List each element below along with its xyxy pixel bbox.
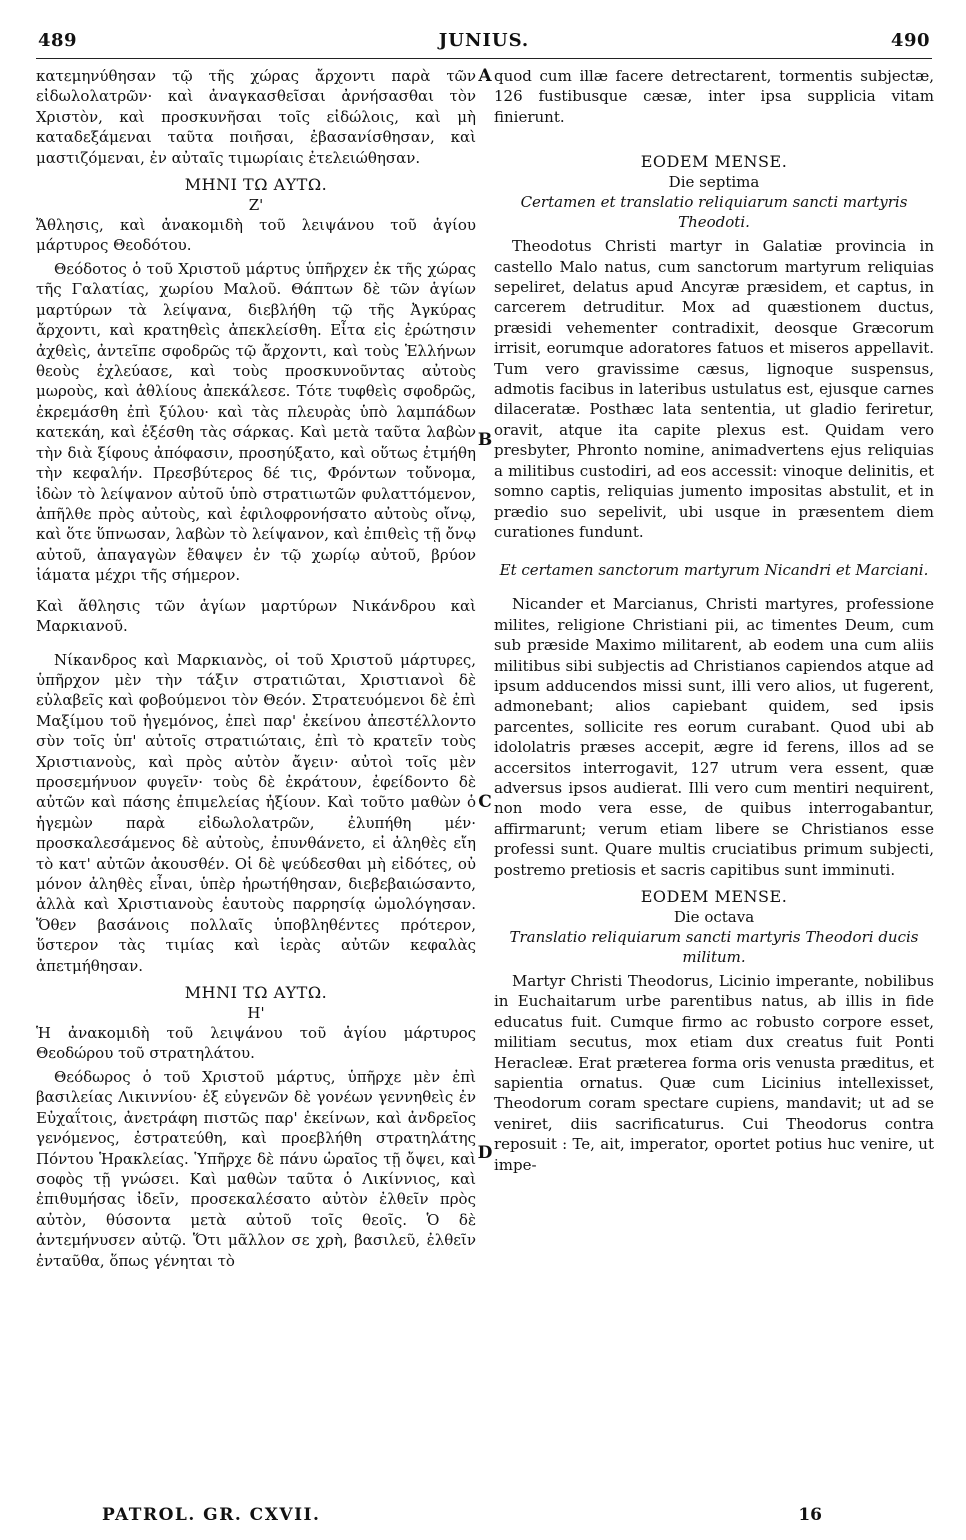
greek-day-number-1: Ζ' (248, 196, 264, 215)
greek-title-nicander: Καὶ ἄθλησις τῶν ἁγίων μαρτύρων Νικάνδρου καὶ Μαρκιανοῦ. (36, 596, 476, 635)
latin-day-label-2: Die octava (673, 908, 755, 926)
greek-month-heading-1: ΜΗΝΙ ΤΩ ΑΥΤΩ. (184, 175, 328, 195)
latin-day-label-1: Die septima (668, 173, 760, 192)
greek-paragraph-theodore: Θεόδωρος ὁ τοῦ Χριστοῦ μάρτυς, ὑπῆρχε μὲν ἐπὶ βασιλείας Λικιννίου· ἐξ εὐγενῶν δὲ γονέων γεννηθεὶς ἐν Εὐχαΐτοις, ἀνετράφη πιστῶς παρ' ἐκείνων, καὶ ἀνδρεῖος γενόμενος, ἐστρατεύθη, καὶ προεβλήθη στρατηλάτης Πόντου Ἡρακλείας. Ὑπῆρχε δὲ πάνυ ὡραῖος τῇ ὄψει, καὶ σοφὸς τῇ γνώσει. Καὶ μαθὼν ταῦτα ὁ Λικίννιος, καὶ ἐπιθυμήσας ἰδεῖν, προσεκαλέσατο αὐτὸν ἐλθεῖν πρὸς αὐτὸν, θύσοντα μετὰ αὐτοῦ τοῖς θεοῖς. Ὁ δὲ ἀντεμήνυσεν αὐτῷ. Ὅτι μᾶλλον σε χρὴ, βασιλεῦ, ἐλθεῖν ἐνταῦθα, ὅπως γένηται τὸ (36, 1068, 476, 1270)
latin-title-nicander: Et certamen sanctorum martyrum Nicandri et Marciani. (499, 561, 929, 580)
greek-title-theodotus: Ἄθλησις, καὶ ἀνακομιδὴ τοῦ λειψάνου τοῦ ἁγίου μάρτυρος Θεοδότου. (36, 216, 476, 255)
margin-letter-a: A (478, 66, 492, 86)
page-footer (36, 1505, 932, 1529)
latin-title-theodore: Translatio reliquiarum sancti martyris Theodori ducis militum. (509, 928, 919, 966)
greek-month-heading-2: ΜΗΝΙ ΤΩ ΑΥΤΩ. (184, 983, 328, 1003)
latin-title-theodotus: Certamen et translatio reliquiarum sancti martyris Theodoti. (520, 193, 908, 232)
footer-signature: 16 (798, 1505, 822, 1525)
page-header (36, 30, 932, 59)
latin-paragraph-theodore: Martyr Christi Theodorus, Licinio imperante, nobilibus in Euchaitarum urbe parentibus natus, ab illis in fide educatus fuit. Cumque firmo ac robusto corpore esset, militiam secutus, mox etiam dux creatus fuit Ponti Heracleæ. Erat præterea forma oris venusta præditus, et sapientia ornatus. Quæ cum Licinius intellexisset, Theodorum coram spectare cupiens, mandavit; ut ad se veniret, diis sacrificaturus. Cui Theodorus contra reposuit : Te, ait, imperator, oportet potius huc venire, ut impe- (494, 972, 934, 1174)
margin-letter-d: D (477, 1143, 493, 1163)
greek-column (36, 66, 476, 1271)
footer-volume: PATROL. GR. CXVII. (102, 1505, 321, 1525)
page-number-right: 490 (890, 30, 930, 51)
greek-title-theodore: Ἡ ἀνακομιδὴ τοῦ λειψάνου τοῦ ἁγίου μάρτυρος Θεοδώρου τοῦ στρατηλάτου. (36, 1024, 476, 1063)
margin-letter-b: B (477, 430, 493, 450)
latin-paragraph-nicander: Nicander et Marcianus, Christi martyres, professione milites, religione Christiani pii, ac timentes Deum, cum sub præside Maximo militarent, ab eodem una cum aliis militibus sibi subjectis ad Christianos capiendos atque ad ipsum adducendos missi sunt, illi vero alios, ut fugerent, admonebant; alios capiebant quidem, sed ipsis parcentes, sollicite res eorum curabant. Quod ubi ab idololatris præses accepit, ægre id ferens, illos ad se accersitos interrogavit, 127 utrum vera essent, quæ adversus ipsos audierat. Illi vero cum mentiri nequirent, non modo vera esse, de quibus interrogabantur, affirmarunt; verum etiam libere se Christianos esse professi sunt. Quare multis cruciatibus primum subjecti, postremo pretiosis et sacris capitibus sunt imminuti. (494, 595, 934, 879)
latin-paragraph-intro: quod cum illæ facere detrectarent, tormentis subjectæ, 126 fustibusque cæsæ, inter ipsa supplicia vitam finierunt. (494, 67, 934, 126)
greek-paragraph-theodotus: Θεόδοτος ὁ τοῦ Χριστοῦ μάρτυς ὑπῆρχεν ἐκ τῆς χώρας τῆς Γαλατίας, χωρίου Μαλοῦ. Θάπτων δὲ τῶν ἁγίων μαρτύρων τὰ λείψανα, διεβλήθη τῷ τῆς Ἀγκύρας ἄρχοντι, καὶ κρατηθεὶς ἀπεκλείσθη. Εἶτα εἰς ἐρώτησιν ἀχθεὶς, ἀντεῖπε σφοδρῶς τῷ ἄρχοντι, καὶ τοὺς Ἑλλήνων θεοὺς ἐχλεύασε, καὶ τοὺς προσκυνοῦντας αὐτοὺς μωροὺς, καὶ ἀθλίους ἀπεκάλεσε. Τότε τυφθεὶς σφοδρῶς, ἐκρεμάσθη ἐπὶ ξύλου· καὶ τὰς πλευρὰς ὑπὸ λαμπάδων κατεκάη, καὶ ἐξέσθη τὰς σάρκας. Καὶ μετὰ ταῦτα λαβὼν τὴν διὰ ξίφους ἀπόφασιν, προσηύξατο, καὶ οὕτως ἐτμήθη τὴν κεφαλήν. Πρεσβύτερος δέ τις, Φρόντων τοὔνομα, ἰδὼν τὸ λείψανον αὐτοῦ ὑπὸ στρατιωτῶν φυλαττόμενον, ἀπῆλθε πρὸς αὐτοὺς, καὶ ἐφιλοφρονήσατο αὐτοὺς οἴνῳ, καὶ ὅτε ὕπνωσαν, λαβὼν τὸ λείψανον, καὶ ἐπιθεὶς τῇ ὄνῳ αὐτοῦ, ἀπαγαγὼν ἔθαψεν ἐν τῷ χωρίῳ αὐτοῦ, βρύον ἰάματα μέχρι τῆς σήμερον. (36, 260, 476, 585)
latin-month-heading-2: EODEM MENSE. (640, 887, 788, 906)
running-title: JUNIUS. (438, 30, 530, 51)
latin-month-heading-1: EODEM MENSE. (640, 152, 788, 172)
greek-day-number-2: Η' (247, 1004, 265, 1023)
greek-paragraph-intro: κατεμηνύθησαν τῷ τῆς χώρας ἄρχοντι παρὰ τῶν εἰδωλολατρῶν· καὶ ἀναγκασθεῖσαι ἀρνήσασθαι τὸν Χριστὸν, καὶ προσκυνῆσαι τοῖς εἰδώλοις, καὶ μὴ καταδεξάμεναι ταῦτα ποιῆσαι, ἐβασανίσθησαν, καὶ μαστιζόμεναι, ἐν αὐταῖς τιμωρίαις ἐτελειώθησαν. (36, 67, 476, 167)
greek-paragraph-nicander: Νίκανδρος καὶ Μαρκιανὸς, οἱ τοῦ Χριστοῦ μάρτυρες, ὑπῆρχον μὲν τὴν τάξιν στρατιῶται, Χριστιανοὶ δὲ εὐλαβεῖς καὶ φοβούμενοι τὸν Θεόν. Στρατευόμενοι δὲ ἐπὶ Μαξίμου τοῦ ἡγεμόνος, ἐπεὶ παρ' ἐκείνου ἀπεστέλλοντο σὺν τοῖς ὑπ' αὐτοῖς στρατιώταις, ἐπὶ τὸ κρατεῖν τοὺς Χριστιανοὺς, καὶ πρὸς αὐτὸν ἄγειν· αὐτοὶ τοῖς μὲν προσεμήνυον φυγεῖν· τοὺς δὲ ἐκράτουν, ἐφείδοντο δὲ αὐτῶν καὶ πάσης ἐπιμελείας ἠξίουν. Καὶ τοῦτο μαθὼν ὁ ἡγεμὼν παρὰ εἰδωλολατρῶν, ἐλυπήθη μέν· προσκαλεσάμενος δὲ αὐτοὺς, ἐπυνθάνετο, εἰ ἀληθὲς εἴη τὸ κατ' αὐτῶν ἀκουσθέν. Οἱ δὲ ψεύδεσθαι μὴ εἰδότες, οὐ μόνον ἀληθὲς εἶναι, ὑπὲρ ἠρωτήθησαν, διεβεβαιώσαντο, ἀλλὰ καὶ Χριστιανοὺς ἑαυτοὺς παρρησίᾳ ὡμολόγησαν. Ὅθεν βασάνοις πολλαῖς ὑποβληθέντες πρότερον, ὕστερον τὰς τιμίας καὶ ἱερὰς αὐτῶν κεφαλὰς ἀπετμήθησαν. (36, 650, 476, 975)
page-number-left: 489 (38, 30, 78, 51)
latin-paragraph-theodotus: Theodotus Christi martyr in Galatiæ provincia in castello Malo natus, cum sanctorum martyrum reliquias sepeliret, delatus apud Ancyræ præsidem, et captus, in carcerem detruditur. Mox ad quæstionem ductus, præsidi vehementer contradixit, deosque Græcorum irrisit, eorumque adoratores fatuos et miseros appellavit. Tum vero gravissime cæsus, lignoque suspensus, admotis facibus in lateribus ustulatus est, ejusque carnes dilaceratæ. Posthæc lata sententia, ut gladio feriretur, oravit, atque ita capite plexus est. Quidam vero presbyter, Phronto nomine, animadvertens ejus reliquias a militibus custodiri, ad eos accessit: vinoque delinitis, et somno captis, reliquias jumento impositas abstulit, et in prædio suo sepelivit, ubi usque in præsentem diem curationes fundunt. (494, 237, 934, 541)
latin-column (494, 66, 934, 1175)
margin-letter-c: C (478, 792, 492, 812)
